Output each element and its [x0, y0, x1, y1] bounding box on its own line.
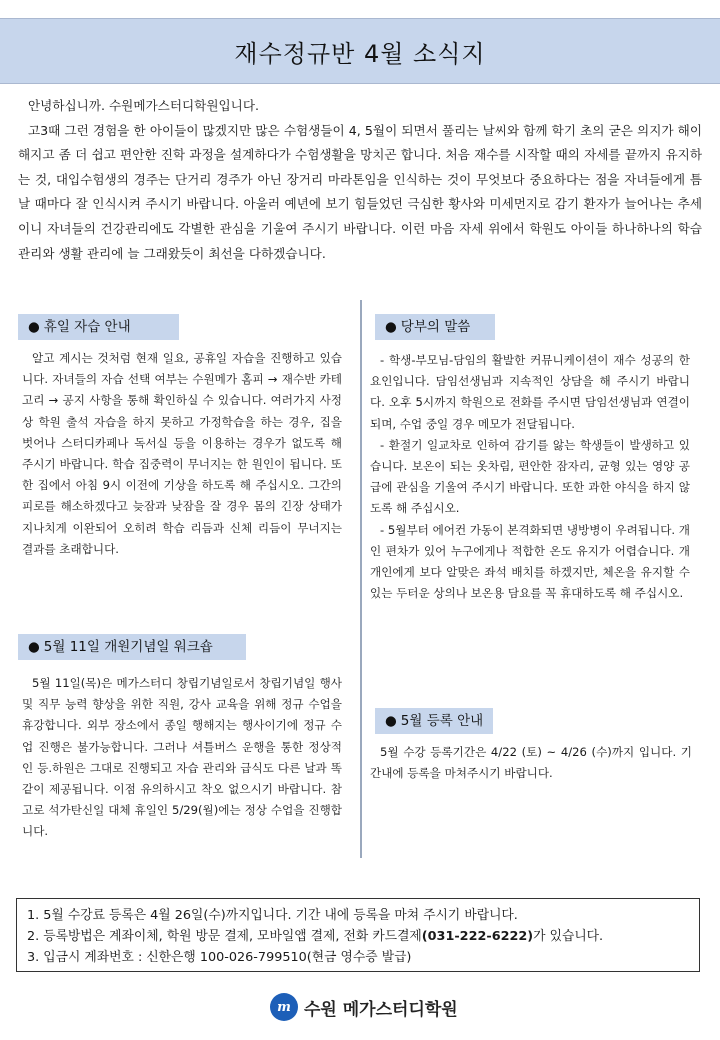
section-title-request: 당부의 말씀: [400, 319, 471, 335]
section-body-request: [370, 350, 690, 604]
section-title-holiday: 휴일 자습 안내: [43, 319, 131, 335]
section-header-registration: [375, 708, 493, 734]
request-item: - 환절기 일교차로 인하여 감기를 앓는 학생들이 발생하고 있습니다. 보온이 되는 옷차림, 편안한 잠자리, 균형 있는 영양 공급에 관심을 기울여 주시기 바랍니다. 또한 과한 야식을 하지 않도록 해 주십시오.: [370, 437, 690, 516]
notice-line-1: 1. 5월 수강료 등록은 4월 26일(수)까지입니다. 기간 내에 등록을 마쳐 주시기 바랍니다.: [27, 908, 518, 923]
request-item: - 학생-부모님-담임의 활발한 커뮤니케이션이 재수 성공의 한 요인입니다. 담임선생님과 지속적인 상담을 해 주시기 바랍니다. 오후 5시까지 학원으로 전화를 주시면 담임선생님과 연결이 되며, 수업 중일 경우 메모가 전달됩니다.: [370, 353, 690, 431]
intro-body: 고3때 그런 경험을 한 아이들이 많겠지만 많은 수험생들이 4, 5월이 되면서 풀리는 날씨와 함께 학기 초의 굳은 의지가 해이해지고 좀 더 쉽고 편안한 진학 과정을 설계하다가 수험생활을 망치곤 합니다. 처음 재수를 시작할 때의 자세를 끝까지 유지하는 것, 대입수험생의 경주는 단거리 경주가 아닌 장거리 마라톤임을 인식하는 것이 무엇보다 중요하다는 점을 자녀들에게 틈날 때마다 잘 인식시켜 주시기 바랍니다. 아울러 예년에 보기 힘들었던 극심한 황사와 미세먼지로 감기 환자가 늘어나는 추세이니 자녀들의 건강관리에도 각별한 관심을 기울여 주시기 바랍니다. 이런 마음 자세 위에서 학원도 아이들 하나하나의 학습 관리와 생활 관리에 늘 그래왔듯이 최선을 다하겠습니다.: [18, 122, 702, 261]
section-body-registration: [370, 742, 692, 784]
notice-line-3: 3. 입금시 계좌번호 : 신한은행 100-026-799510(현금 영수증 발급): [27, 950, 412, 965]
academy-logo: [270, 990, 458, 1024]
bullet-icon: ●: [28, 639, 40, 655]
section-title-registration: 5월 등록 안내: [400, 713, 484, 729]
notice-line-2: [27, 926, 689, 947]
section-title-workshop: 5월 11일 개원기념일 워크숍: [43, 639, 213, 655]
notice-line-2-text: 2. 등록방법은 계좌이체, 학원 방문 결제, 모바일앱 결제, 전화 카드결제: [27, 929, 422, 944]
phone-number: (031-222-6222): [421, 929, 534, 944]
section-header-workshop: [18, 634, 246, 660]
section-body-workshop: [22, 673, 342, 843]
workshop-text: 5월 11일(목)은 메가스터디 창립기념일로서 창립기념일 행사 및 직무 능력 향상을 위한 직원, 강사 교육을 위해 정규 수업을 휴강합니다. 외부 장소에서 종일 행해지는 행사이기에 정규 수업 진행은 불가능합니다. 그러나 셔틀버스 운행을 통한 정상적인 등.하원은 그대로 진행되고 자습 관리와 급식도 다른 날과 똑같이 제공됩니다. 이점 유의하시고 착오 없으시기 바랍니다. 참고로 석가탄신일 대체 휴일인 5/29(월)에는 정상 수업을 진행합니다.: [22, 676, 342, 839]
logo-text: 수원 메가스터디학원: [304, 999, 458, 1020]
notice-line-2-suffix: 가 있습니다.: [533, 929, 604, 944]
intro-greeting: 안녕하십니까. 수원메가스터디학원입니다.: [28, 98, 259, 113]
holiday-text: 알고 계시는 것처럼 현재 일요, 공휴일 자습을 진행하고 있습니다. 자녀들의 자습 선택 여부는 수원메가 홈피 → 재수반 카테고리 → 공지 사항을 통해 확인하실 수 있습니다. 여러가지 사정상 학원 출석 자습을 하지 못하고 가정학습을 하는 경우, 집을 벗어나 스터디카페나 독서실 등을 이용하는 경우가 없도록 해 주시기 바랍니다. 학습 집중력이 무너지는 한 원인이 됩니다. 또한 집에서 아침 9시 이전에 기상을 하도록 해 주십시오. 그간의 피로를 해소하겠다고 늦잠과 낮잠을 잘 경우 몸의 긴장 상태가 지나치게 이완되어 오히려 학습 리듬과 신체 리듬이 무너지는 결과를 초래합니다.: [22, 351, 342, 556]
intro-section: [18, 94, 702, 266]
page-title: 재수정규반 4월 소식지: [234, 39, 486, 68]
request-item: - 5월부터 에어컨 가동이 본격화되면 냉방병이 우려됩니다. 개인 편차가 있어 누구에게나 적합한 온도 유지가 어렵습니다. 개개인에게 보다 알맞은 좌석 배치를 하겠지만, 체온을 유지할 수 있는 두터운 상의나 보온용 담요를 꼭 휴대하도록 해 주십시오.: [370, 522, 690, 601]
notice-box: [16, 898, 700, 972]
section-body-holiday: [22, 348, 342, 560]
bullet-icon: ●: [385, 319, 397, 335]
bullet-icon: ●: [28, 319, 40, 335]
section-header-holiday: [18, 314, 179, 340]
logo-mark-icon: m: [270, 993, 298, 1021]
column-divider: [360, 300, 362, 858]
registration-text: 5월 수강 등록기간은 4/22 (토) ~ 4/26 (수)까지 입니다. 기간내에 등록을 마쳐주시기 바랍니다.: [370, 745, 692, 781]
title-bar: [0, 18, 720, 84]
bullet-icon: ●: [385, 713, 397, 729]
section-header-request: [375, 314, 495, 340]
